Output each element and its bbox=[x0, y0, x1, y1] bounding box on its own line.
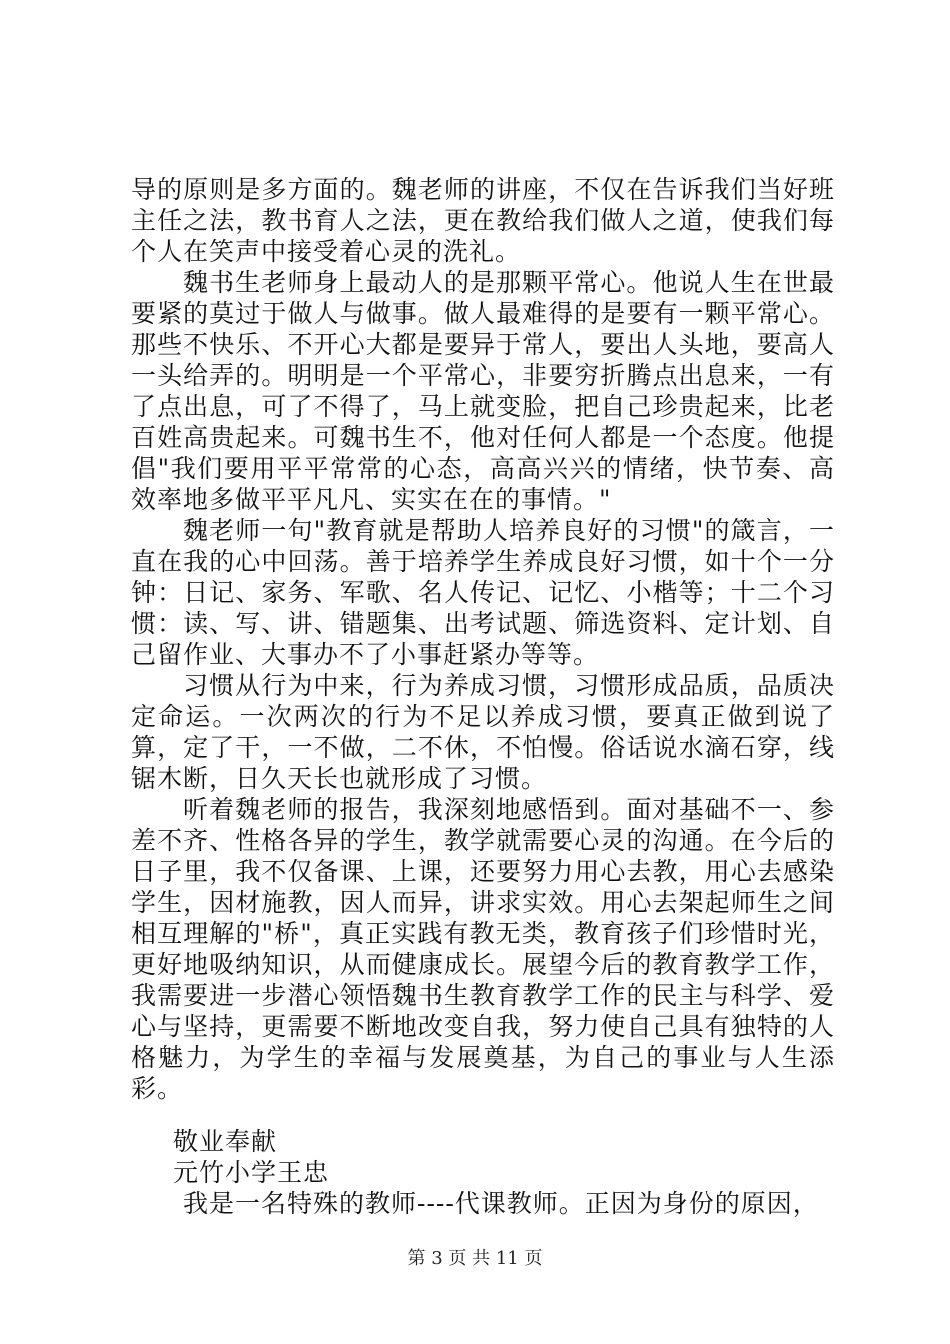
paragraph-ordinary-heart: 魏书生老师身上最动人的是那颗平常心。他说人生在世最要紧的莫过于做人与做事。做人最难得的是要有一颗平常心。那些不快乐、不开心大都是要异于常人，要出人头地，要高人一头给弄的。明明是一个平常心，非要穷折腾点出息来，一有了点出息，可了不得了，马上就变脸，把自己珍贵起来，比老百姓高贵起来。可魏书生不，他对任何人都是一个态度。他提倡"我们要用平平常常的心态，高高兴兴的情绪，快节奏、高效率地多做平平凡凡、实实在在的事情。" bbox=[131, 268, 835, 514]
section-gap bbox=[131, 1104, 835, 1126]
paragraph-reflection: 听着魏老师的报告，我深刻地感悟到。面对基础不一、参差不齐、性格各异的学生，教学就需要心灵的沟通。在今后的日子里，我不仅备课、上课，还要努力用心去教，用心去感染学生，因材施教，因人而异，讲求实效。用心去架起师生之间相互理解的"桥"，真正实践有教无类，教育孩子们珍惜时光，更好地吸纳知识，从而健康成长。展望今后的教育教学工作，我需要进一步潜心领悟魏书生教育教学工作的民主与科学、爱心与坚持，更需要不断地改变自我，努力使自己具有独特的人格魅力，为学生的幸福与发展奠基，为自己的事业与人生添彩。 bbox=[131, 795, 835, 1103]
article-author: 元竹小学王忠 bbox=[173, 1158, 330, 1187]
article-first-line: 我是一名特殊的教师----代课教师。正因为身份的原因， bbox=[183, 1189, 819, 1218]
article-title: 敬业奉献 bbox=[173, 1127, 278, 1156]
page-number-footer: 第 3 页 共 11 页 bbox=[407, 1248, 543, 1269]
paragraph-good-habits: 魏老师一句"教育就是帮助人培养良好的习惯"的箴言，一直在我的心中回荡。善于培养学生养成良好习惯，如十个一分钟：日记、家务、军歌、名人传记、记忆、小楷等；十二个习惯：读、写、讲、错题集、出考试题、筛选资料、定计划、自己留作业、大事办不了小事赶紧办等等。 bbox=[131, 516, 835, 669]
paragraph-habit-destiny: 习惯从行为中来，行为养成习惯，习惯形成品质，品质决定命运。一次两次的行为不足以养成习惯，要真正做到说了算，定了干，一不做，二不休，不怕慢。俗话说水滴石穿，线锯木断，日久天长也就形成了习惯。 bbox=[131, 671, 835, 793]
document-body bbox=[131, 174, 835, 1219]
paragraph-continued: 导的原则是多方面的。魏老师的讲座，不仅在告诉我们当好班主任之法，教书育人之法，更在教给我们做人之道，使我们每个人在笑声中接受着心灵的洗礼。 bbox=[131, 175, 835, 266]
